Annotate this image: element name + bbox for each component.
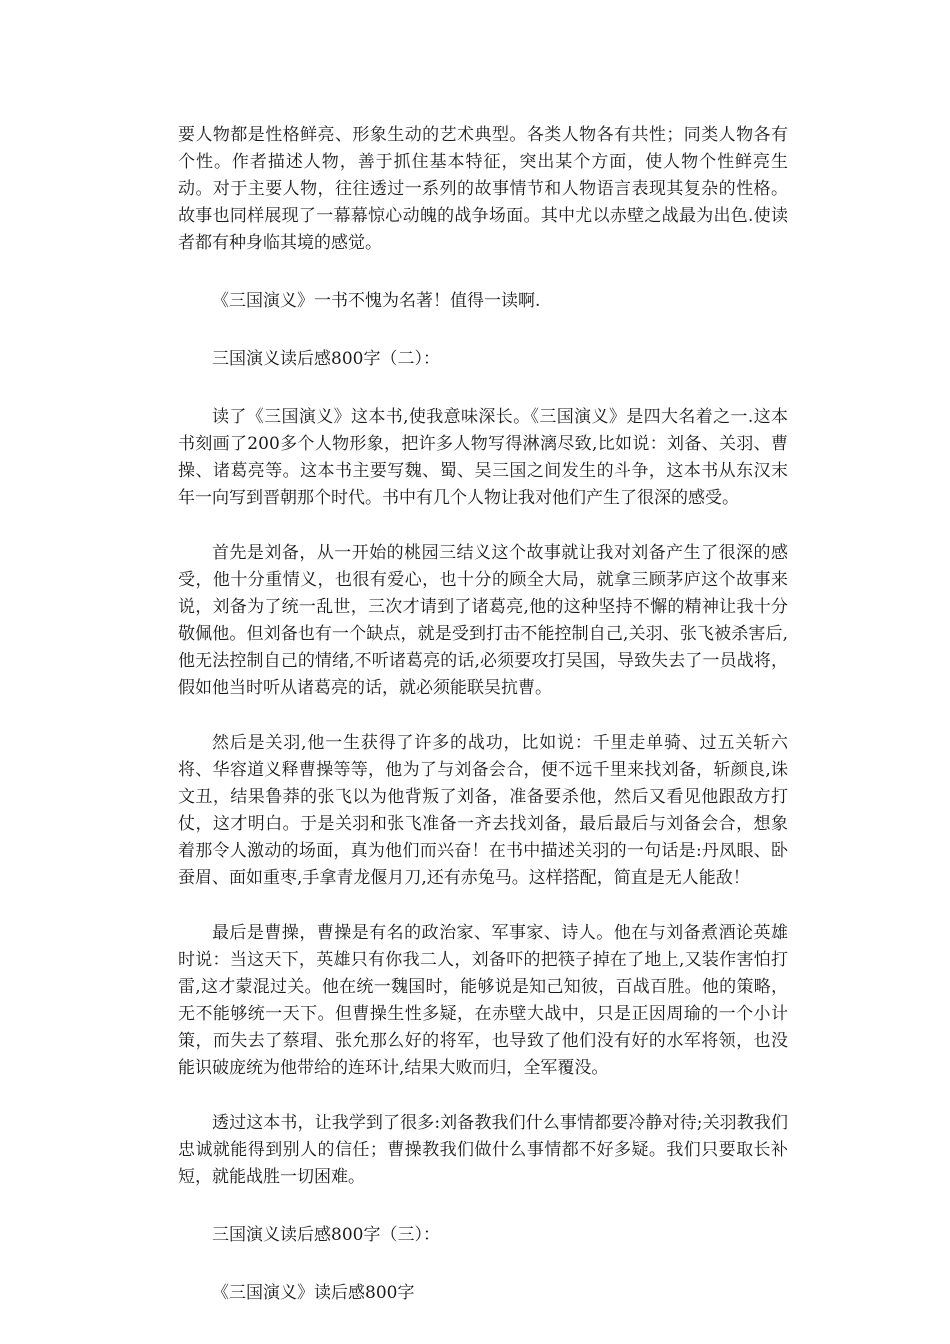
- paragraph-intro-continued: 要人物都是性格鲜亮、形象生动的艺术典型。各类人物各有共性；同类人物各有个性。作者描述人物，善于抓住基本特征，突出某个方面，使人物个性鲜亮生动。对于主要人物，往往透过一系列的故事情节和人物语言表现其复杂的性格。故事也同样展现了一幕幕惊心动魄的战争场面。其中尤以赤壁之战最为出色.使读者都有种身临其境的感觉。: [178, 125, 788, 253]
- section-title-book: 《三国演义》读后感800字: [212, 1283, 415, 1303]
- document-page: [178, 122, 788, 1307]
- paragraph-cao-cao: 最后是曹操，曹操是有名的政治家、军事家、诗人。他在与刘备煮酒论英雄时说：当这天下，英雄只有你我二人，刘备吓的把筷子掉在了地上,又装作害怕打雷,这才蒙混过关。他在统一魏国时，能够说是知己知彼，百战百胜。他的策略，无不能够统一天下。但曹操生性多疑，在赤壁大战中，只是正因周瑜的一个小计策，而失去了蔡瑁、张允那么好的将军，也导致了他们没有好的水军将领，也没能识破庞统为他带给的连环计,结果大败而归，全军覆没。: [178, 923, 788, 1078]
- paragraph-liu-bei: 首先是刘备，从一开始的桃园三结义这个故事就让我对刘备产生了很深的感受，他十分重情义，也很有爱心，也十分的顾全大局，就拿三顾茅庐这个故事来说，刘备为了统一乱世，三次才请到了诸葛亮,他的这种坚持不懈的精神让我十分敬佩他。但刘备也有一个缺点，就是受到打击不能控制自己,关羽、张飞被杀害后,他无法控制自己的情绪,不听诸葛亮的话,必须要攻打吴国，导致失去了一员战将，假如他当时听从诸葛亮的话，就必须能联吴抗曹。: [178, 543, 788, 698]
- section-heading-three: 三国演义读后感800字（三）：: [212, 1225, 440, 1245]
- paragraph-reading-impression: 读了《三国演义》这本书,使我意味深长。《三国演义》是四大名着之一.这本书刻画了200多个人物形象，把许多人物写得淋漓尽致,比如说：刘备、关羽、曹操、诸葛亮等。这本书主要写魏、蜀、吴三国之间发生的斗争，这本书从东汉末年一向写到晋朝那个时代。书中有几个人物让我对他们产生了很深的感受。: [178, 407, 788, 508]
- section-heading-two: 三国演义读后感800字（二）：: [212, 349, 440, 369]
- paragraph-guan-yu: 然后是关羽,他一生获得了许多的战功，比如说：千里走单骑、过五关斩六将、华容道义释曹操等等，他为了与刘备会合，便不远千里来找刘备，斩颜良,诛文丑，结果鲁莽的张飞以为他背叛了刘备，准备要杀他，然后又看见他跟敌方打仗，这才明白。于是关羽和张飞准备一齐去找刘备，最后最后与刘备会合，想象着那令人激动的场面，真为他们而兴奋！在书中描述关羽的一句话是:丹凤眼、卧蚕眉、面如重枣,手拿青龙偃月刀,还有赤兔马。这样搭配，简直是无人能敌！: [178, 733, 788, 888]
- paragraph-conclusion: 透过这本书，让我学到了很多:刘备教我们什么事情都要冷静对待;关羽教我们忠诚就能得到别人的信任；曹操教我们做什么事情都不好多疑。我们只要取长补短，就能战胜一切困难。: [178, 1113, 788, 1187]
- paragraph-masterpiece-remark: 《三国演义》一书不愧为名著！值得一读啊.: [212, 291, 541, 311]
